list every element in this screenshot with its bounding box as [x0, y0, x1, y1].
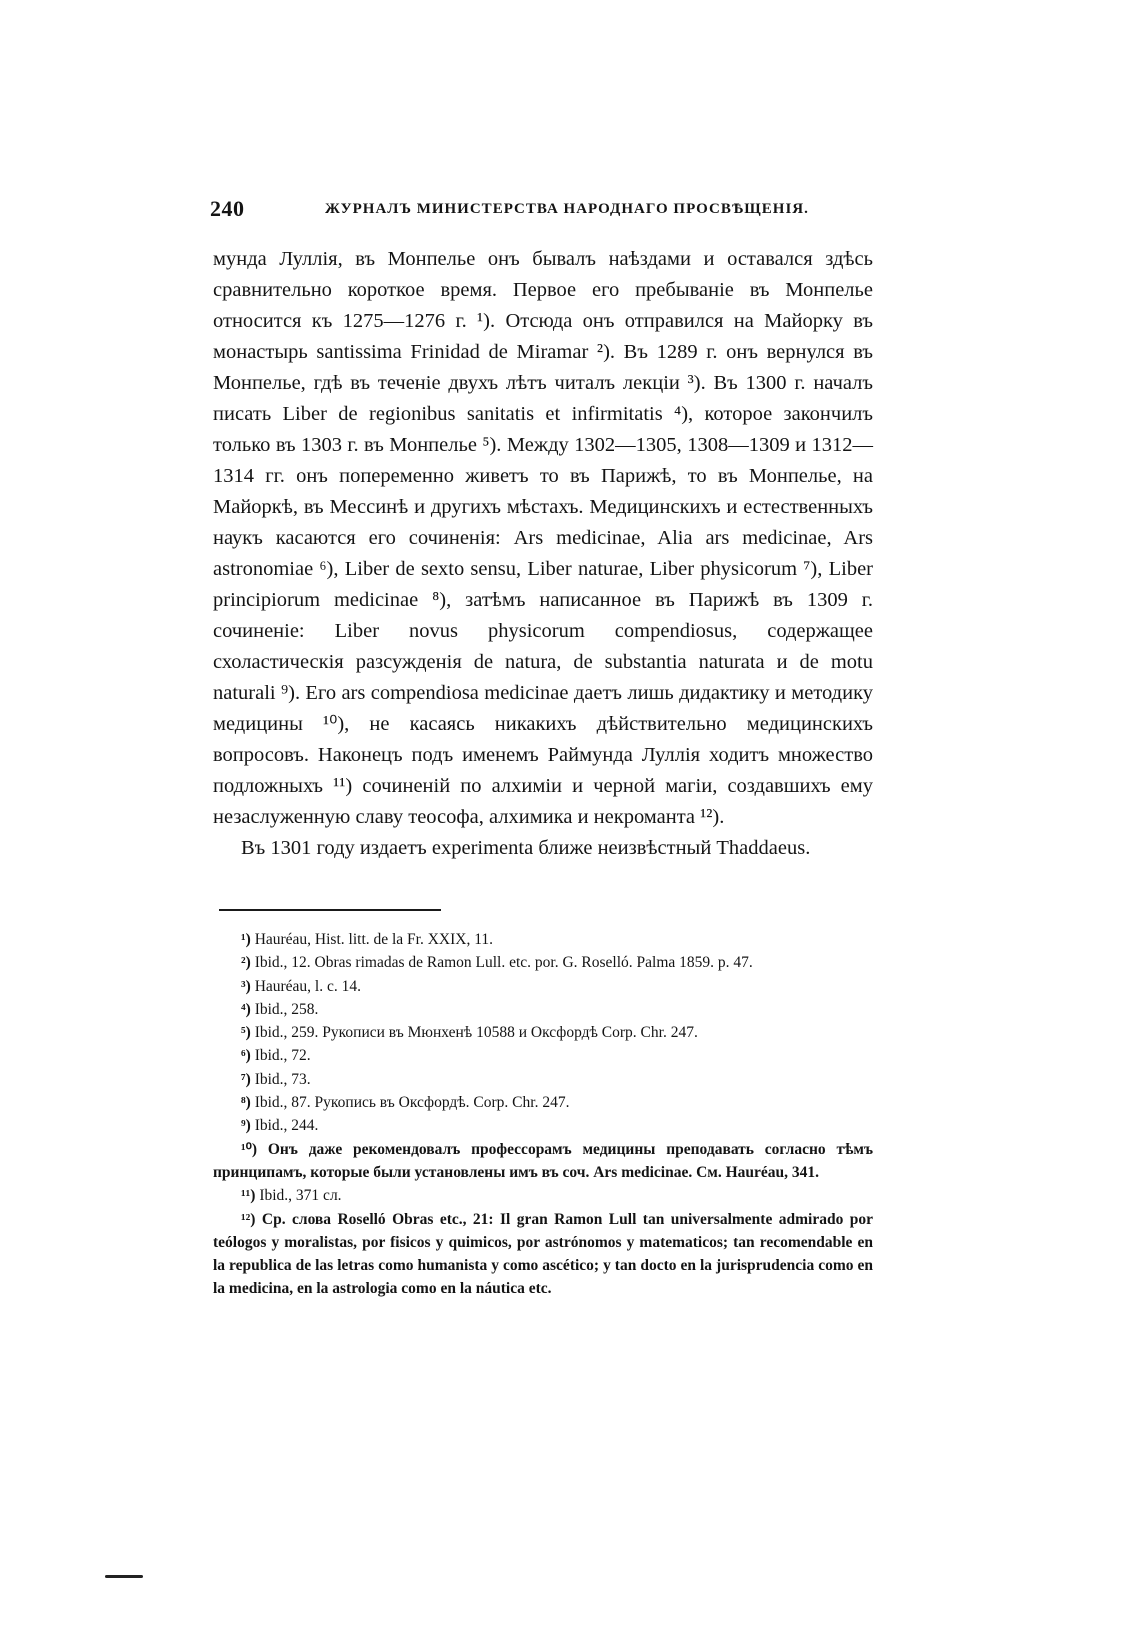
footnote-text: Ibid., 258.: [254, 1000, 319, 1018]
footnote: [213, 1044, 873, 1067]
footnote-text: Ibid., 87. Рукопись въ Оксфордѣ. Corp. Chr. 247.: [254, 1094, 570, 1112]
footnote: [213, 1021, 873, 1044]
footnote-mark: ⁷): [241, 1070, 251, 1088]
footnote: [213, 1068, 873, 1091]
footnote-mark: ⁵): [241, 1024, 251, 1042]
footnote-mark: ⁸): [241, 1094, 251, 1112]
footnote-text: Онъ даже рекомендовалъ профессорамъ медицины преподавать согласно тѣмъ принципамъ, которые были установлены имъ въ соч. Ars medicinae. См. Hauréau, 341.: [213, 1140, 874, 1181]
page-number: 240: [210, 196, 245, 221]
footnote: [213, 1184, 873, 1207]
footnote-text: Hauréau, l. c. 14.: [254, 977, 361, 995]
running-title: ЖУРНАЛЪ МИНИСТЕРСТВА НАРОДНАГО ПРОСВѢЩЕНІЯ.: [325, 201, 809, 217]
footnote: [213, 1138, 873, 1185]
footnote-mark: ⁶): [241, 1047, 251, 1065]
footnote-mark: ²): [241, 954, 251, 972]
footnote-text: Ср. слова Roselló Obras etc., 21: Il gran Ramon Lull tan universalmente admirado por teólogos y moralistas, por fisicos y quimicos, por astrónomos y matematicos; tan recomendable en la republica de las letras como humanista y como ascético; y tan docto en la jurisprudencia como en la medicina, en la astrologia como en la náutica etc.: [213, 1210, 874, 1298]
footnote-text: Ibid., 12. Obras rimadas de Ramon Lull. etc. por. G. Roselló. Palma 1859. p. 47.: [254, 954, 753, 972]
footnote-mark: ⁴): [241, 1000, 251, 1018]
footnote-separator: [219, 909, 441, 911]
footnote-text: Ibid., 244.: [254, 1117, 319, 1135]
footnote-mark: ³): [241, 977, 251, 995]
footnotes: [213, 928, 873, 1301]
footnote-mark: ¹²): [241, 1210, 256, 1228]
margin-mark: [105, 1575, 143, 1578]
footnote-mark: ¹): [241, 931, 251, 948]
footnote-text: Ibid., 259. Рукописи въ Мюнхенѣ 10588 и Оксфордѣ Corp. Chr. 247.: [254, 1024, 698, 1042]
page-header: [210, 196, 900, 224]
footnote-mark: ¹¹): [241, 1187, 256, 1205]
footnote: [213, 998, 873, 1021]
footnote-mark: ¹⁰): [241, 1140, 258, 1158]
paragraph: Въ 1301 году издаетъ experimenta ближе неизвѣстный Thaddaeus.: [241, 837, 811, 859]
footnote-text: Ibid., 371 сл.: [259, 1187, 342, 1205]
footnote: [213, 951, 873, 974]
main-text: [213, 244, 873, 864]
footnote: [213, 1091, 873, 1114]
footnote-text: Ibid., 72.: [254, 1047, 311, 1065]
footnote: [213, 1114, 873, 1137]
footnote-text: Ibid., 73.: [254, 1070, 311, 1088]
footnote: [213, 928, 873, 951]
paragraph: мунда Луллія, въ Монпелье онъ бывалъ наѣздами и оставался здѣсь сравнительно короткое время. Первое его пребываніе въ Монпелье относится къ 1275—1276 г. ¹). Отсюда онъ отправился на Майорку въ монастырь santissima Frinidad de Miramar ²). Въ 1289 г. онъ вернулся въ Монпелье, гдѣ въ теченіе двухъ лѣтъ читалъ лекціи ³). Въ 1300 г. началъ писать Liber de regionibus sanitatis et infirmitatis ⁴), которое закончилъ только въ 1303 г. въ Монпелье ⁵). Между 1302—1305, 1308—1309 и 1312—1314 гг. онъ попеременно живетъ то въ Парижѣ, то въ Монпелье, на Майоркѣ, въ Мессинѣ и другихъ мѣстахъ. Медицинскихъ и естественныхъ наукъ касаются его сочиненія: Ars medicinae, Alia ars medicinae, Ars astronomiae ⁶), Liber de sexto sensu, Liber naturae, Liber physicorum ⁷), Liber principiorum medicinae ⁸), затѣмъ написанное въ Парижѣ въ 1309 г. сочиненіе: Liber novus physicorum compendiosus, содержащее схоластическія разсужденія de natura, de substantia naturata и de motu naturali ⁹). Его ars compendiosa medicinae даетъ лишь дидактику и методику медицины ¹⁰), не касаясь никакихъ дѣйствительно медицинскихъ вопросовъ. Наконецъ подъ именемъ Раймунда Луллія ходитъ множество подложныхъ ¹¹) сочиненій по алхиміи и черной магіи, создавшихъ ему незаслуженную славу теософа, алхимика и некроманта ¹²).: [213, 248, 873, 828]
footnote: [213, 1208, 873, 1301]
footnote-text: Hauréau, Hist. litt. de la Fr. XXIX, 11.: [254, 931, 494, 948]
footnote: [213, 975, 873, 998]
footnote-mark: ⁹): [241, 1117, 251, 1135]
